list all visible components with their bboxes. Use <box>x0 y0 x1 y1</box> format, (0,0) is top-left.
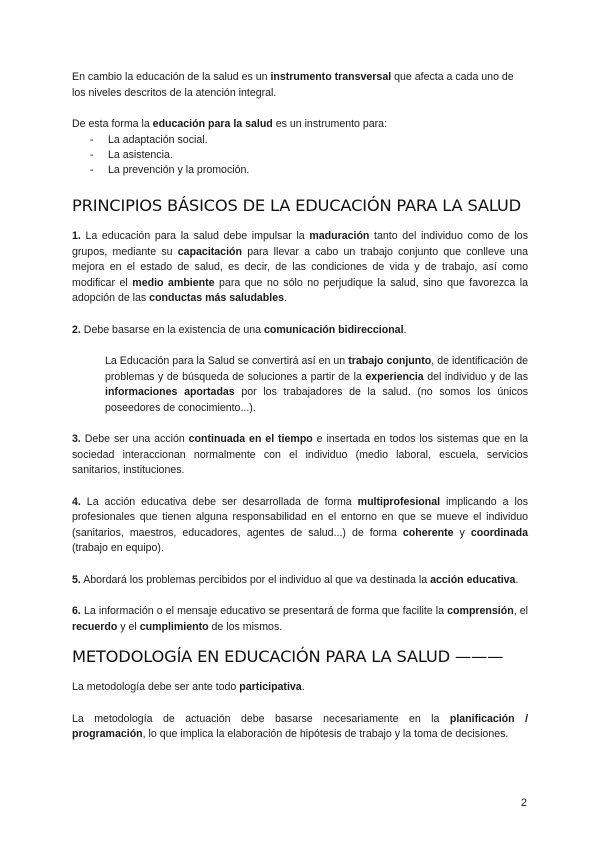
principle-2 <box>72 323 528 339</box>
text-run: para que no sólo no perjudique la salud, sino que favorezca la adopción de las <box>72 276 528 305</box>
principle-2-detail <box>72 354 528 416</box>
bold-text: 4. <box>72 495 81 508</box>
text-run: Debe ser una acción <box>80 433 189 446</box>
bold-text: acción educativa <box>430 573 516 586</box>
text-run: de los mismos. <box>208 620 283 633</box>
text-run: La educación para la salud debe impulsar la <box>80 230 310 243</box>
text-run: que afecta a cada uno de los niveles descritos de la atención integral. <box>72 71 514 99</box>
bold-text: 5. <box>72 573 81 586</box>
bold-text: conductas más saludables <box>149 292 284 305</box>
bold-text: continuada en el tiempo <box>188 433 313 446</box>
intro-paragraph <box>72 70 528 101</box>
bold-text: informaciones aportadas <box>105 386 235 399</box>
intro-paragraph-list-lead <box>72 117 528 133</box>
principle-6 <box>72 604 528 635</box>
bold-text: educación para la salud <box>152 118 273 130</box>
bold-text: 3. <box>72 433 81 446</box>
bold-text: participativa <box>239 681 302 694</box>
text-run: , de identificación de problemas y de búsqueda de soluciones a partir de la <box>105 355 529 383</box>
text-run: . <box>403 323 407 336</box>
text-run: por los trabajadores de la salud. (no somos los únicos poseedores de conocimiento...). <box>105 386 529 414</box>
text-run: . <box>284 292 287 305</box>
text-run: . <box>301 681 305 694</box>
principle-3 <box>72 432 528 479</box>
text-run: y el <box>117 620 140 633</box>
text-run: Abordará los problemas percibidos por el individuo al que va destinada la <box>80 573 431 586</box>
bold-text: cumplimiento <box>139 620 209 633</box>
text-run: La información o el mensaje educativo se presentará de forma que facilite la <box>80 605 448 618</box>
bold-text: recuerdo <box>72 620 118 633</box>
methodology-paragraph-2 <box>72 712 528 743</box>
text-run: es un instrumento para: <box>272 118 388 130</box>
list-item: - La prevención y la promoción. <box>90 163 528 178</box>
bold-text: 2. <box>72 323 81 336</box>
bold-text: 1. <box>72 230 81 243</box>
bold-text: trabajo conjunto <box>348 355 432 368</box>
bold-text: planificación / programación <box>72 712 529 741</box>
text-run: implicando a los profesionales que tienen alguna responsabilidad en el entorno en que se mueve el individuo (sanitarios, maestros, educadores, agentes de salud...) de forma <box>72 495 529 539</box>
text-run: del individuo y de las <box>423 370 528 383</box>
principle-5 <box>72 573 528 589</box>
bold-text: maduración <box>309 230 370 243</box>
bold-text: multiprofesional <box>357 495 441 508</box>
bold-text: medio ambiente <box>132 276 215 289</box>
text-run: e insertada en todos los sistemas que en la sociedad interaccionan normalmente con el individuo (medio laboral, escuela, servicios sanitarios, instituciones. <box>72 433 529 477</box>
bold-text: comprensión <box>447 605 514 618</box>
bold-text: experiencia <box>365 370 424 383</box>
bold-text: 6. <box>72 605 81 618</box>
text-run: De esta forma la <box>72 118 153 130</box>
bold-text: comunicación bidireccional <box>264 323 404 336</box>
text-run: La Educación para la Salud se convertirá así en un <box>105 355 349 368</box>
text-run: para llevar a cabo un trabajo conjunto que conlleve una mejora en el estado de salud, es decir, de las condiciones de vida y de trabajo, así como modificar el <box>72 245 529 289</box>
page-number: 2 <box>520 797 527 809</box>
text-run: , lo que implica la elaboración de hipótesis de trabajo y la toma de decisiones. <box>142 728 509 741</box>
text-run: , el <box>513 605 528 618</box>
bold-text: capacitación <box>177 245 242 258</box>
text-run: tanto del individuo como de los grupos, mediante su <box>72 230 528 258</box>
text-run: Debe basarse en la existencia de una <box>80 323 264 336</box>
principle-4 <box>72 495 528 557</box>
text-run: La metodología de actuación debe basarse necesariamente en la <box>72 712 450 725</box>
principle-1 <box>72 229 528 307</box>
bold-text: instrumento transversal <box>270 71 392 83</box>
text-run: La acción educativa debe ser desarrollada de forma <box>80 495 358 508</box>
text-run: . <box>515 573 519 586</box>
bold-text: coordinada <box>470 526 528 539</box>
list-item: - La adaptación social. <box>90 133 528 148</box>
text-run: En cambio la educación de la salud es un <box>72 71 271 83</box>
text-run: (trabajo en equipo). <box>72 542 164 555</box>
section-heading-methodology: METODOLOGÍA EN EDUCACIÓN PARA LA SALUD ——— <box>72 647 504 667</box>
document-page <box>72 70 528 743</box>
methodology-paragraph-1 <box>72 680 528 696</box>
text-run: La metodología debe ser ante todo <box>72 681 240 694</box>
purpose-list <box>72 133 528 179</box>
text-run: y <box>453 526 471 539</box>
list-item: - La asistencia. <box>90 148 528 163</box>
section-heading-principles: PRINCIPIOS BÁSICOS DE LA EDUCACIÓN PARA LA SALUD <box>72 196 521 216</box>
bold-text: coherente <box>402 526 454 539</box>
